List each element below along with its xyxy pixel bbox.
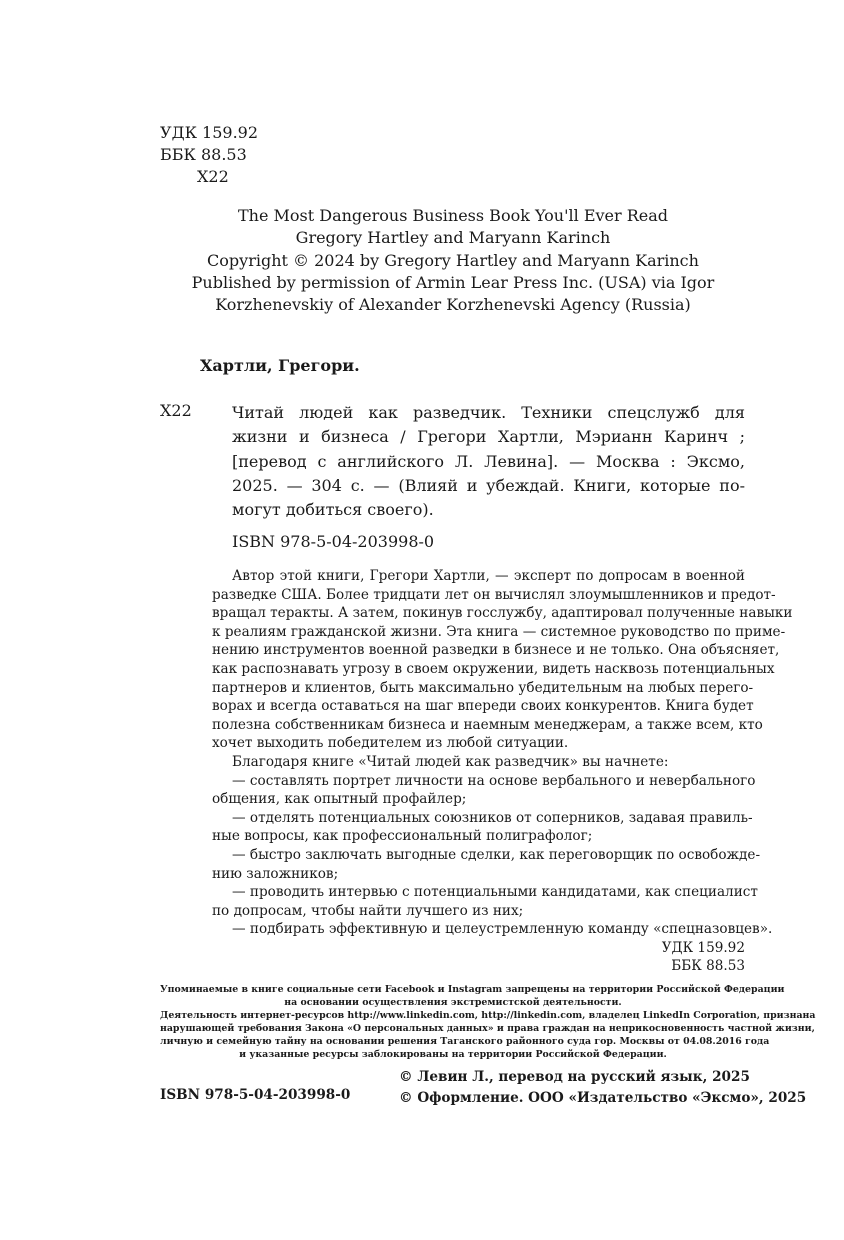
catalog-isbn: ISBN 978-5-04-203998-0 [232, 532, 435, 551]
annotation-line: вращал теракты. А затем, покинув госслужбу, адаптировал полученные навыки [212, 605, 793, 622]
annotation-line: общения, как опытный профайлер; [212, 791, 467, 808]
notice-line: и указанные ресурсы заблокированы на территории Российской Федерации. [239, 1049, 667, 1060]
annotation-line: партнеров и клиентов, быть максимально убедительным на любых перего- [212, 679, 754, 696]
description-line: 2025. — 304 с. — (Влияй и убеждай. Книги, которые по- [232, 475, 745, 495]
annotation-line: полезна собственникам бизнеса и наемным менеджерам, а также всем, кто [212, 716, 763, 733]
annotation-codes [662, 939, 745, 975]
annotation-line: Благодаря книге «Читай людей как разведчик» вы начнете: [232, 753, 669, 770]
catalog-author-heading: Хартли, Грегори. [200, 356, 360, 375]
annotation-line: хочет выходить победителем из любой ситуации. [212, 735, 569, 752]
annotation-line: разведке США. Более тридцати лет он вычислял злоумышленников и предот- [212, 586, 776, 603]
description-line: Читай людей как разведчик. Техники спецслужб для [232, 403, 745, 422]
footer-isbn: ISBN 978-5-04-203998-0 [160, 1087, 351, 1103]
description-line: [перевод с английского Л. Левина]. — Москва : Эксмо, [232, 451, 745, 471]
udk-code: УДК 159.92 [160, 123, 259, 142]
notice-line: нарушающей требования Закона «О персональных данных» и права граждан на неприкосновенность частной жизни, [160, 1023, 815, 1034]
author-mark: Х22 [197, 167, 229, 186]
annotation-bbk: ББК 88.53 [671, 958, 745, 974]
catalog-mark: Х22 [160, 401, 192, 420]
original-credits [160, 205, 746, 316]
notice-line: Упоминаемые в книге социальные сети Facebook и Instagram запрещены на территории Российской Федерации [160, 984, 785, 995]
credit-line: The Most Dangerous Business Book You'll Ever Read [237, 206, 669, 225]
annotation-line: к реалиям гражданской жизни. Эта книга — системное руководство по приме- [212, 623, 786, 640]
legal-notice [160, 983, 816, 1061]
credit-line: Korzhenevskiy of Alexander Korzhenevski Agency (Russia) [215, 295, 691, 315]
annotation-line: Автор этой книги, Грегори Хартли, — эксперт по допросам в военной [232, 568, 745, 584]
annotation-line: ворах и всегда оставаться на шаг впереди своих конкурентов. Книга будет [212, 698, 754, 715]
annotation-line: — подбирать эффективную и целеустремленную команду «спецназовцев». [232, 921, 773, 938]
credit-line: Copyright © 2024 by Gregory Hartley and Maryann Karinch [207, 250, 699, 270]
catalog-description [232, 401, 745, 522]
annotation-line: — составлять портрет личности на основе вербального и невербального [232, 772, 756, 789]
description-line: могут добиться своего). [232, 500, 434, 520]
notice-line: личную и семейную тайну на основании решения Таганского районного суда гор. Москвы от 04.08.2016 года [160, 1036, 770, 1047]
annotation-line: — проводить интервью с потенциальными кандидатами, как специалист [232, 884, 758, 901]
annotation [212, 567, 793, 939]
annotation-line: по допросам, чтобы найти лучшего из них; [212, 902, 524, 919]
annotation-line: — быстро заключать выгодные сделки, как переговорщик по освобожде- [232, 846, 761, 863]
annotation-line: как распознавать угрозу в своем окружении, видеть насквозь потенциальных [212, 660, 775, 677]
copyright-line: © Левин Л., перевод на русский язык, 2025 [399, 1069, 750, 1085]
notice-line: Деятельность интернет-ресурсов http://www.linkedin.com, http://linkedin.com, владелец LinkedIn Corporation, признана [160, 1010, 816, 1021]
credit-line: Published by permission of Armin Lear Press Inc. (USA) via Igor [191, 272, 715, 292]
annotation-line: нению инструментов военной разведки в бизнесе и не только. Она объясняет, [212, 642, 780, 659]
annotation-line: ные вопросы, как профессиональный полиграфолог; [212, 828, 593, 845]
copyright-line: © Оформление. ООО «Издательство «Эксмо», 2025 [399, 1089, 807, 1106]
description-line: жизни и бизнеса / Грегори Хартли, Мэрианн Каринч ; [232, 427, 745, 447]
bbk-code: ББК 88.53 [160, 145, 247, 164]
footer-copyrights [399, 1067, 806, 1108]
notice-line: на основании осуществления экстремистской деятельности. [284, 997, 622, 1008]
annotation-line: нию заложников; [212, 865, 339, 882]
annotation-udk: УДК 159.92 [661, 940, 745, 956]
credit-line: Gregory Hartley and Maryann Karinch [295, 228, 611, 248]
annotation-line: — отделять потенциальных союзников от соперников, задавая правиль- [232, 809, 753, 826]
